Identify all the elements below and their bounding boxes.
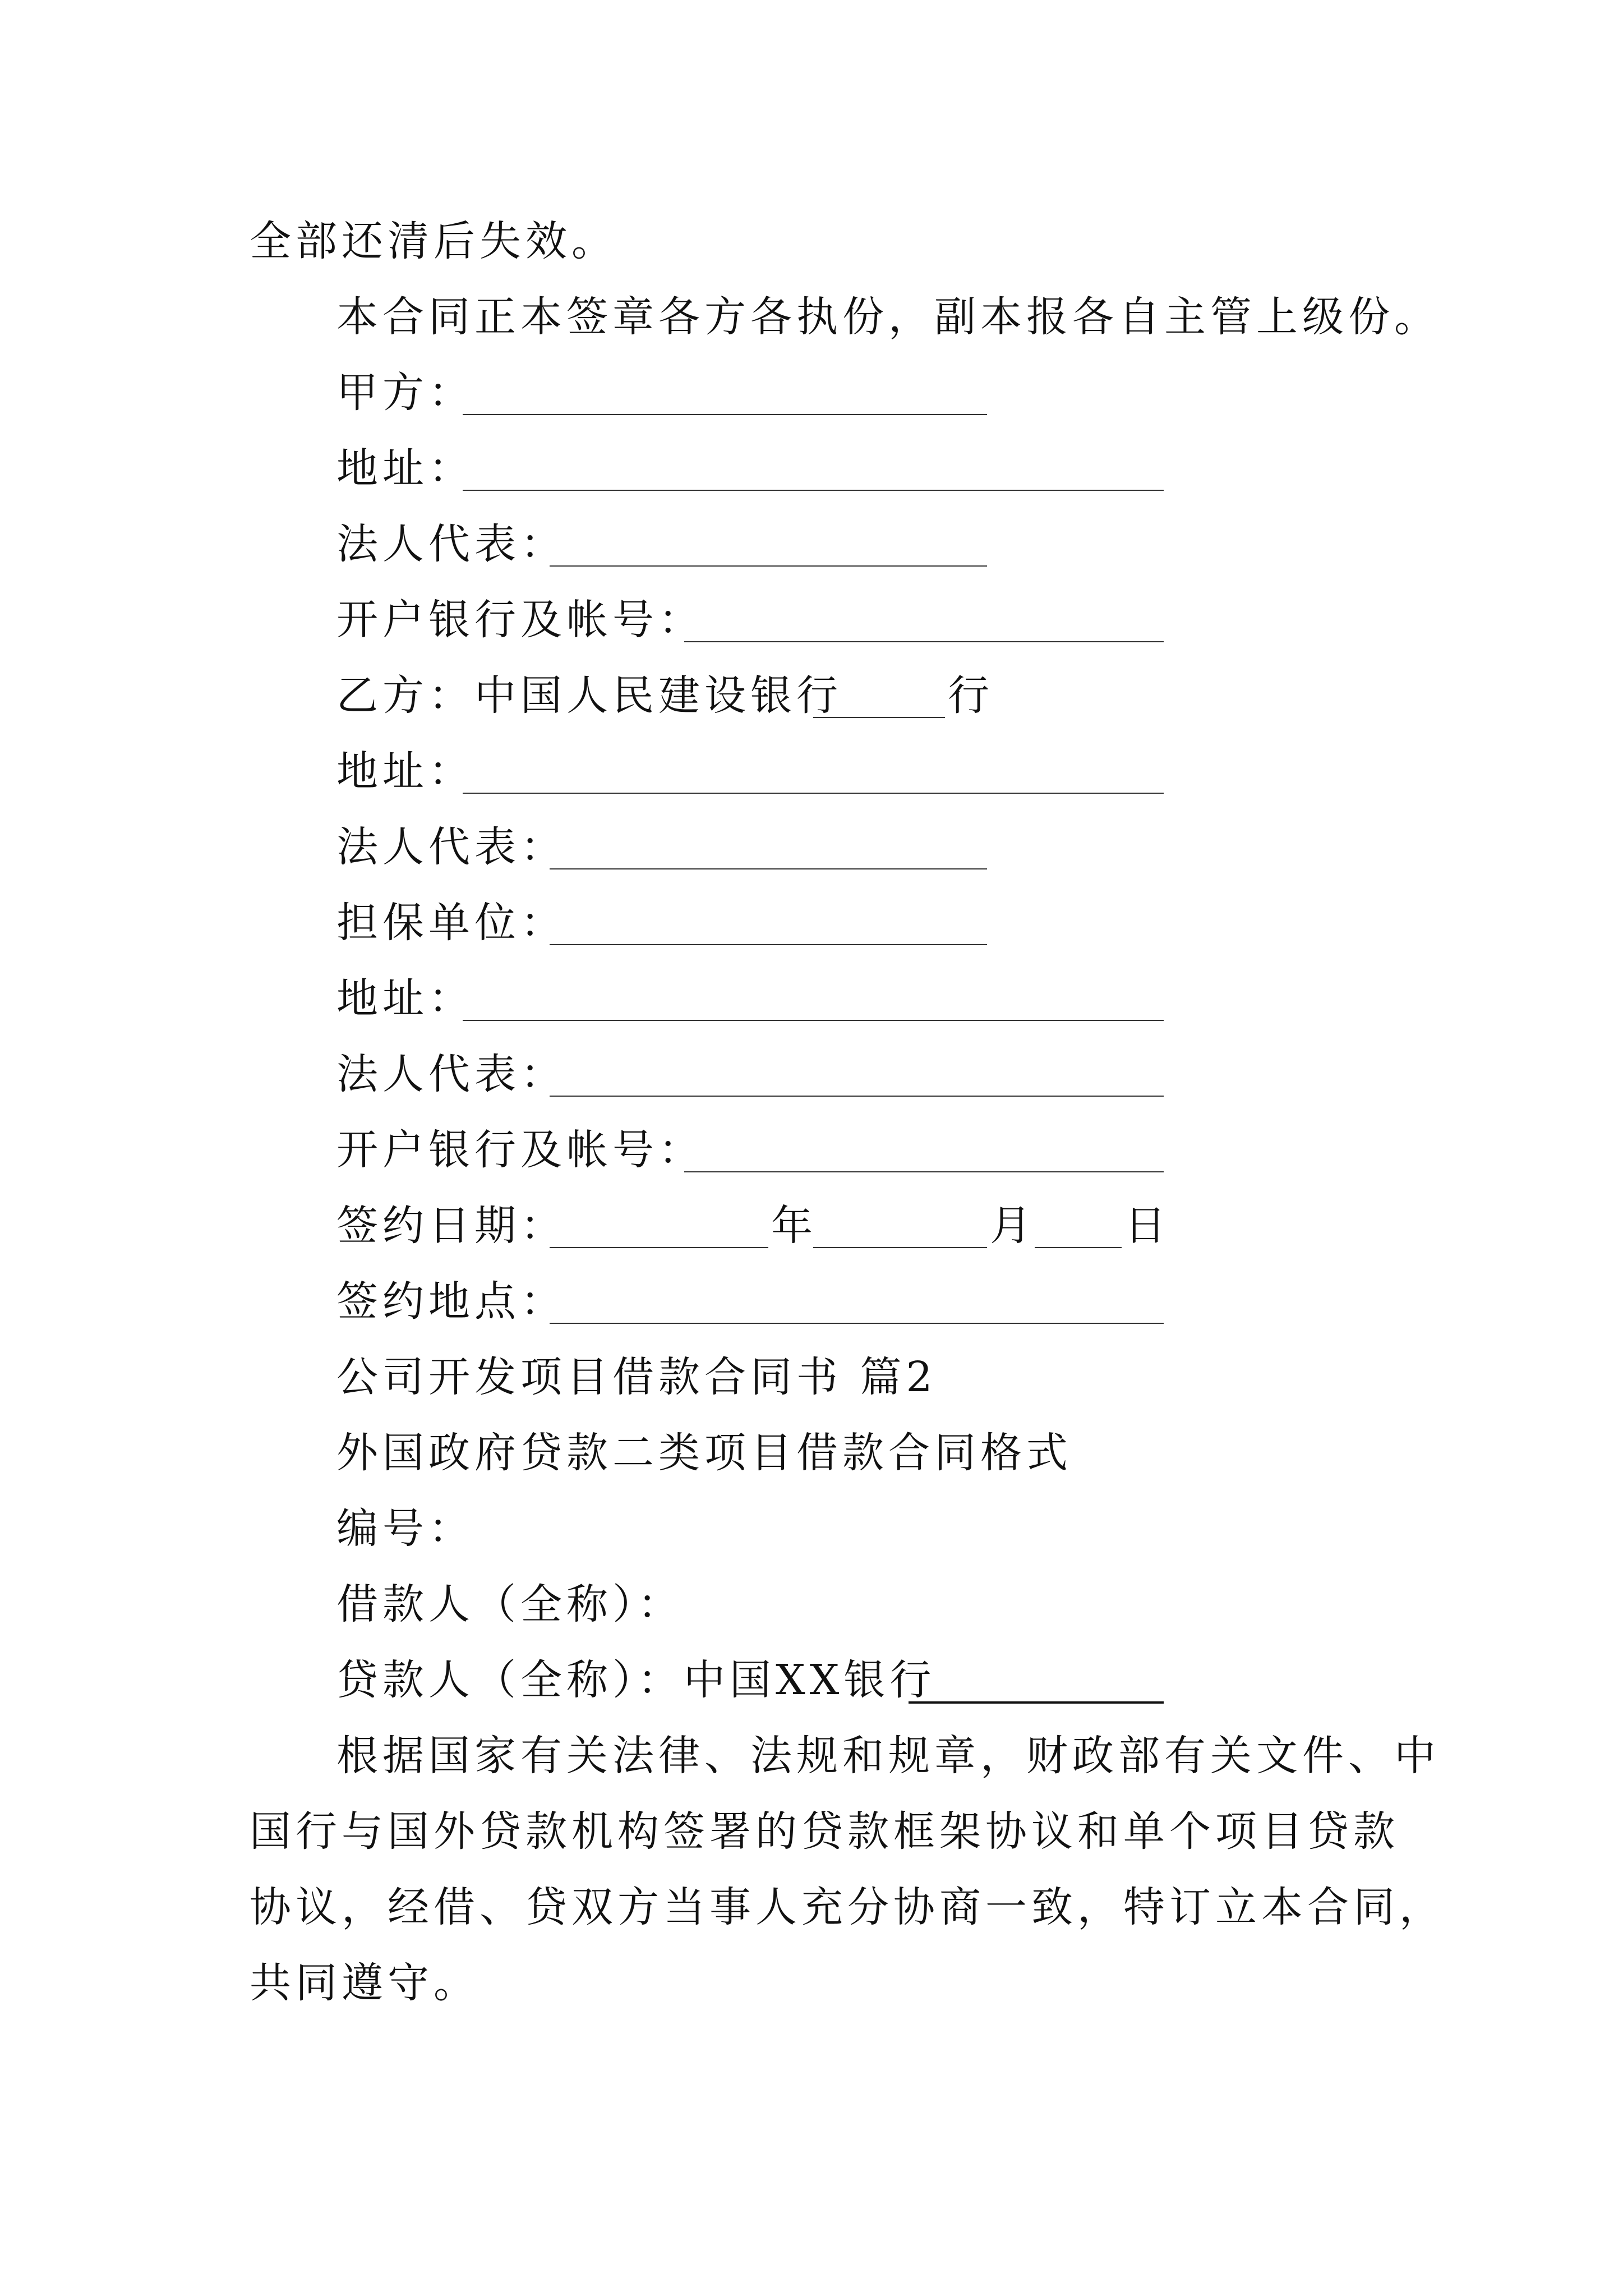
year-label: 年 bbox=[771, 1202, 817, 1250]
party-b-label: 乙方：中国人民建设银行 bbox=[336, 671, 842, 720]
text-line: 本合同正本签章各方各执份，副本报各自主管上级份。 bbox=[336, 293, 1440, 341]
paragraph-line: 协议，经借、贷双方当事人充分协商一致，特订立本合同， bbox=[250, 1883, 1445, 1931]
day-label: 日 bbox=[1124, 1202, 1170, 1250]
paragraph-line: 根据国家有关法律、法规和规章，财政部有关文件、中 bbox=[336, 1732, 1440, 1780]
lender-branch-blank bbox=[909, 1701, 1164, 1704]
sign-place-label: 签约地点： bbox=[336, 1277, 566, 1326]
month-label: 月 bbox=[990, 1202, 1036, 1250]
party-b-branch-blank bbox=[813, 717, 945, 718]
year-blank bbox=[550, 1247, 768, 1248]
bank-account-label: 开户银行及帐号： bbox=[336, 596, 704, 644]
party-a-label: 甲方： bbox=[336, 369, 474, 417]
lender-label: 贷款人（全称）：中国XX银行 bbox=[336, 1656, 936, 1704]
legal-rep-label: 法人代表： bbox=[336, 1050, 566, 1098]
legal-rep-blank bbox=[550, 868, 987, 869]
sign-date-label: 签约日期： bbox=[336, 1202, 566, 1250]
contract-subtitle: 外国政府贷款二类项目借款合同格式 bbox=[336, 1429, 1072, 1477]
address-label: 地址： bbox=[336, 747, 474, 795]
address-blank bbox=[463, 793, 1164, 794]
address-label: 地址： bbox=[336, 974, 474, 1023]
guarantor-label: 担保单位： bbox=[336, 899, 566, 947]
legal-rep-label: 法人代表： bbox=[336, 823, 566, 871]
address-label: 地址： bbox=[336, 444, 474, 493]
day-blank bbox=[1035, 1247, 1122, 1248]
bank-account-blank bbox=[684, 1171, 1164, 1172]
bank-account-blank bbox=[684, 641, 1164, 642]
text-line: 全部还清后失效。 bbox=[250, 217, 617, 265]
bank-account-label: 开户银行及帐号： bbox=[336, 1126, 704, 1174]
section-title: 公司开发项目借款合同书 篇2 bbox=[336, 1353, 937, 1401]
address-blank bbox=[463, 1020, 1164, 1021]
month-blank bbox=[813, 1247, 987, 1248]
borrower-label: 借款人（全称）： bbox=[336, 1580, 684, 1628]
number-label: 编号： bbox=[336, 1504, 474, 1553]
legal-rep-blank bbox=[550, 565, 987, 567]
address-blank bbox=[463, 490, 1164, 491]
sign-place-blank bbox=[550, 1323, 1164, 1324]
party-a-blank bbox=[463, 414, 987, 415]
legal-rep-label: 法人代表： bbox=[336, 520, 566, 568]
party-b-suffix: 行 bbox=[948, 671, 994, 720]
guarantor-blank bbox=[550, 944, 987, 945]
legal-rep-blank bbox=[550, 1096, 1164, 1097]
paragraph-line: 共同遵守。 bbox=[250, 1959, 479, 2007]
paragraph-line: 国行与国外贷款机构签署的贷款框架协议和单个项目贷款 bbox=[250, 1807, 1399, 1856]
